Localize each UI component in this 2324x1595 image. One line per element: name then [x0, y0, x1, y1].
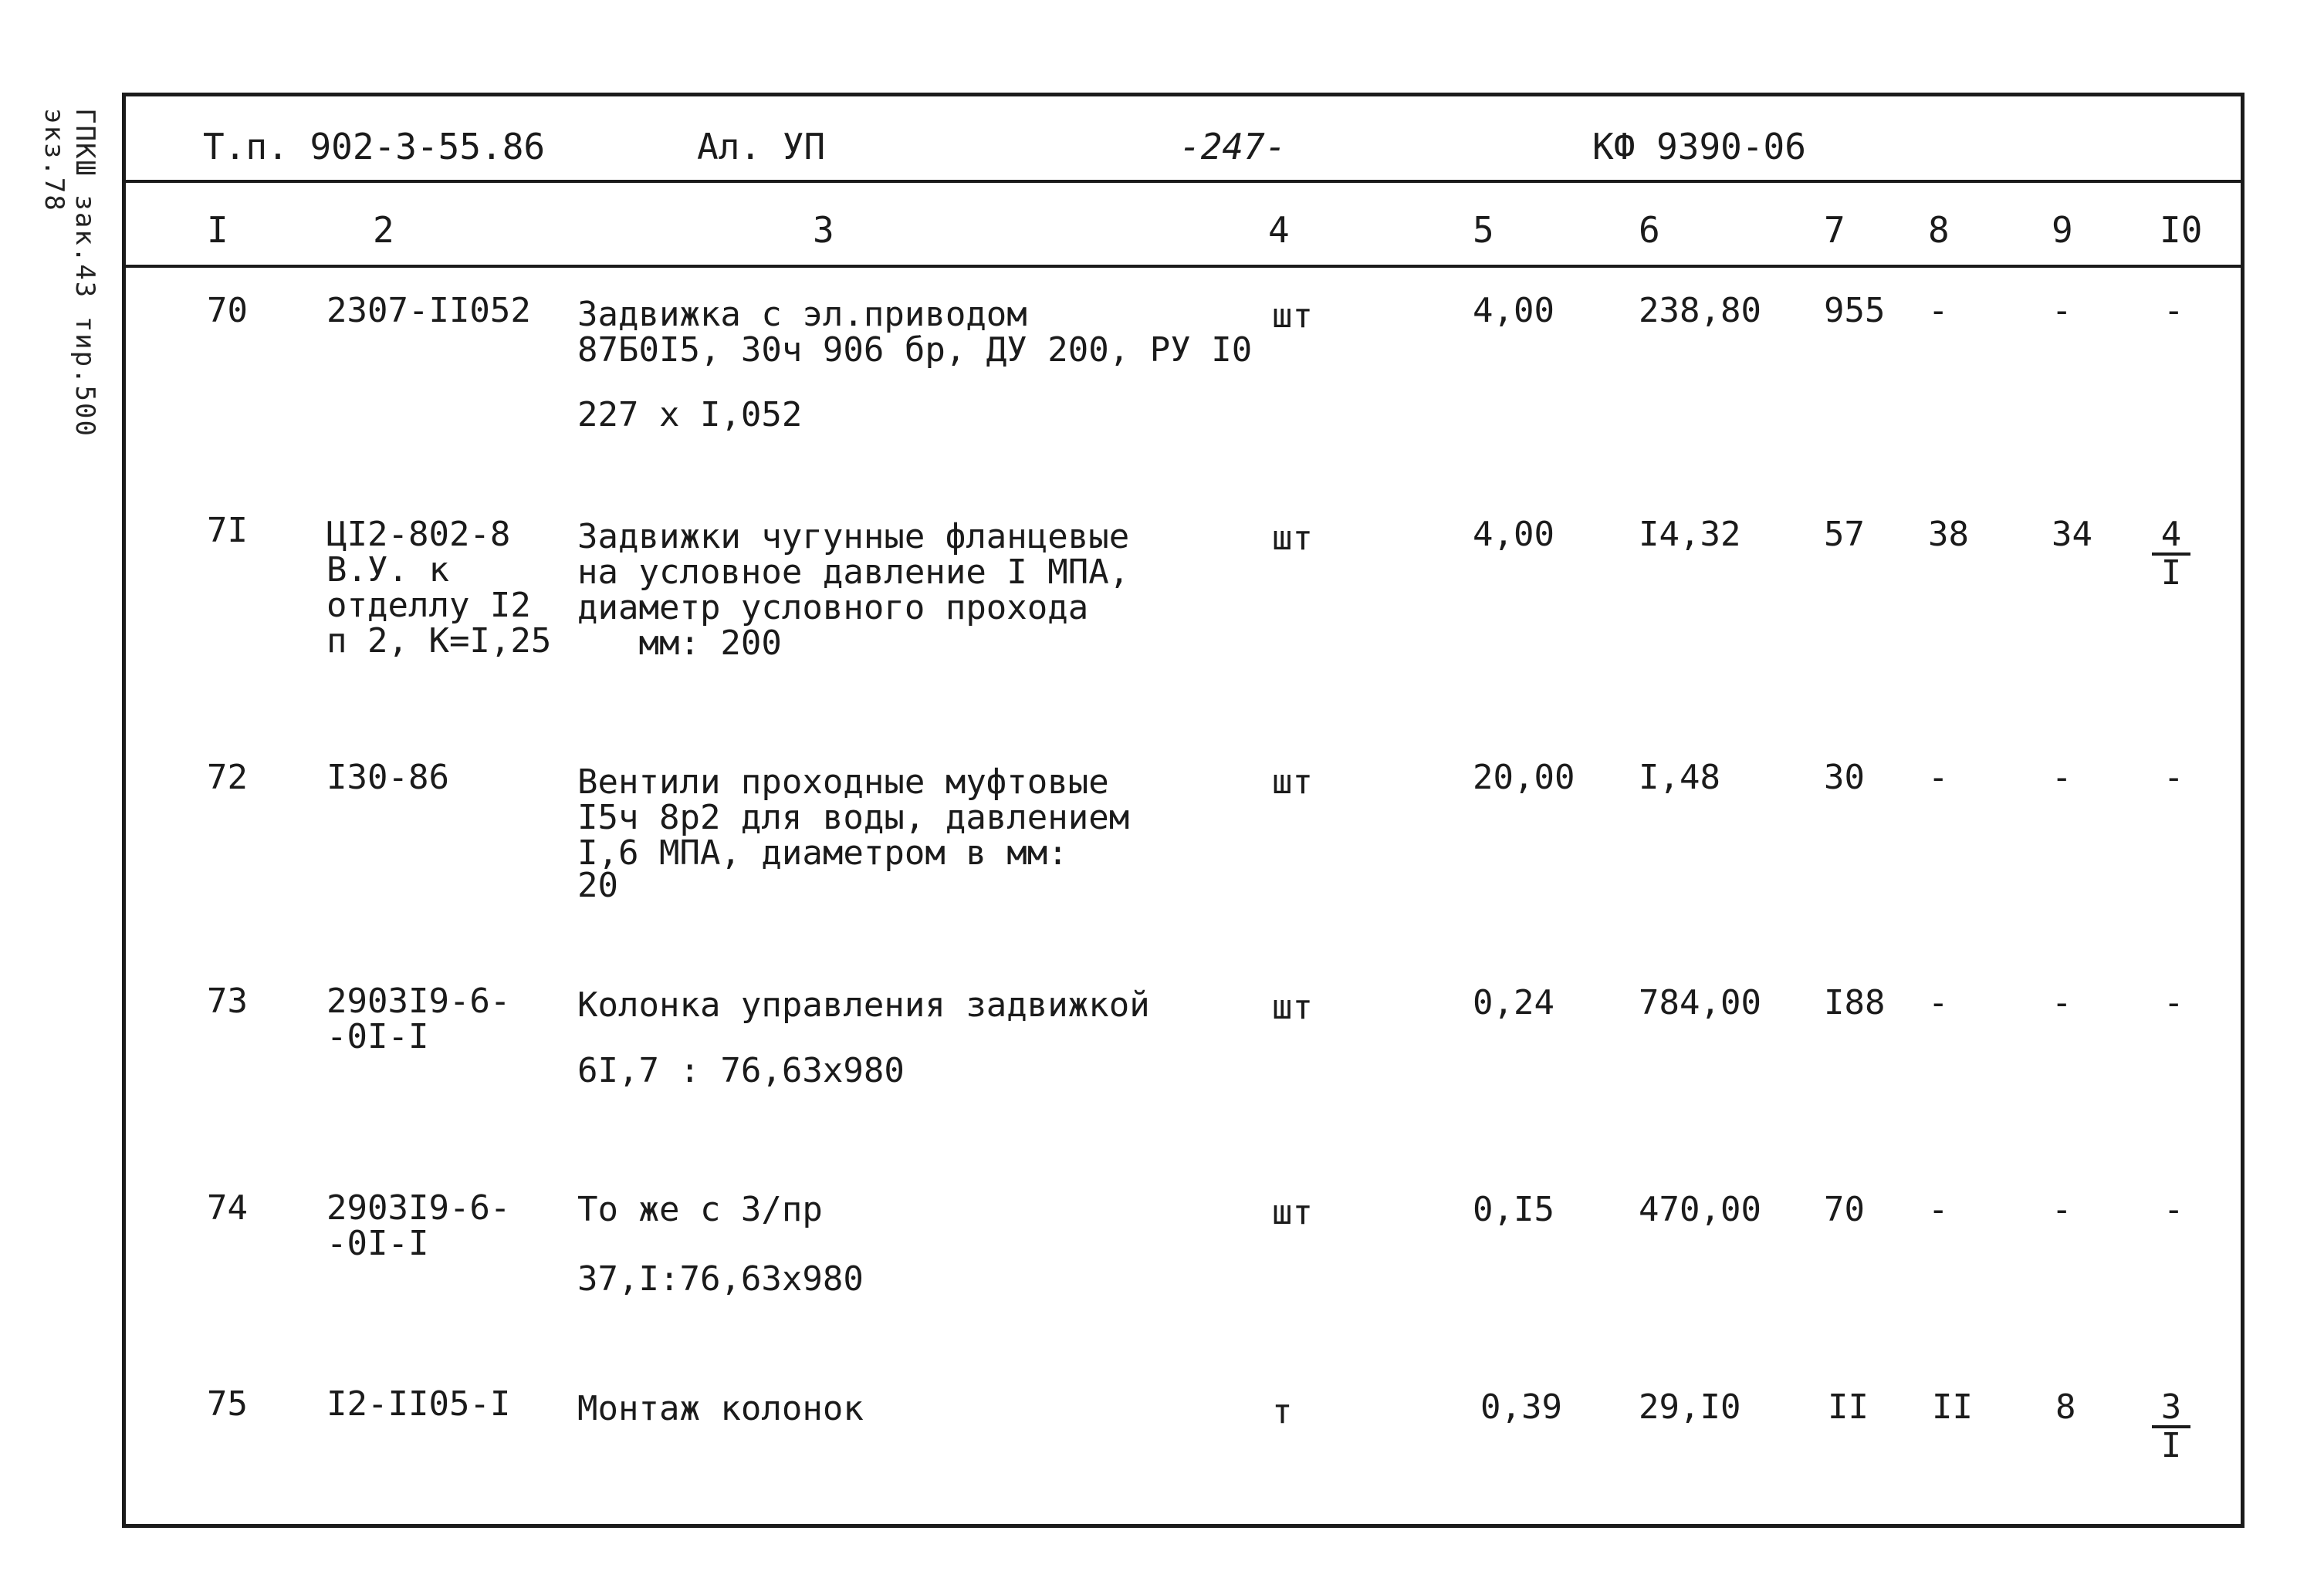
- row-quantity: 4,00: [1473, 515, 1554, 554]
- row-description-line: 87Б0I5, 30ч 906 бр, ДУ 200, РУ I0: [577, 330, 1253, 370]
- row-price: 470,00: [1639, 1190, 1761, 1229]
- row-col9: 34: [2052, 515, 2092, 554]
- row-quantity: 20,00: [1473, 758, 1575, 797]
- header-divider: [126, 180, 2241, 183]
- fraction-denominator: I: [2160, 553, 2182, 593]
- row-price: I4,32: [1639, 515, 1741, 554]
- row-description-extra: 6I,7 : 76,63х980: [577, 1051, 905, 1090]
- row-unit: т: [1272, 1392, 1293, 1431]
- row-col9: -: [2052, 291, 2072, 330]
- row-code: 2307-II052: [326, 291, 531, 330]
- row-code-line: ЦI2-802-8: [326, 515, 511, 554]
- row-description-line: мм: 200: [577, 623, 782, 663]
- col-header-2: 2: [373, 209, 394, 251]
- document-code: КФ 9390-06: [1592, 126, 1806, 167]
- row-col7: II: [1828, 1387, 1869, 1427]
- row-col8: II: [1932, 1387, 1973, 1427]
- row-quantity: 4,00: [1473, 291, 1554, 330]
- row-unit: шт: [1272, 1193, 1313, 1232]
- row-col9: 8: [2055, 1387, 2076, 1427]
- row-col7: 955: [1824, 291, 1886, 330]
- col-header-8: 8: [1928, 209, 1950, 251]
- row-description-line: на условное давление I МПА,: [577, 553, 1130, 592]
- col-header-3: 3: [813, 209, 834, 251]
- row-code-line: 2903I9-6-: [326, 982, 511, 1021]
- row-col7: I88: [1824, 983, 1886, 1022]
- project-code: Т.п. 902-3-55.86: [203, 126, 546, 167]
- row-col10-fraction: [2152, 517, 2190, 591]
- row-unit: шт: [1272, 296, 1313, 336]
- row-col7: 57: [1824, 515, 1865, 554]
- fraction-numerator: 4: [2152, 517, 2190, 556]
- row-col8: 38: [1928, 515, 1969, 554]
- col-header-1: I: [207, 209, 228, 251]
- row-quantity: 0,24: [1473, 983, 1554, 1022]
- row-description-line: То же с З/пр: [577, 1190, 823, 1229]
- row-quantity: 0,I5: [1473, 1190, 1554, 1229]
- row-number: 7I: [207, 511, 248, 550]
- row-number: 70: [207, 291, 248, 330]
- row-code: I2-II05-I: [326, 1384, 511, 1424]
- print-stamp: ГПКШ зак.43 тир.500 экз.78: [39, 108, 100, 438]
- row-unit: шт: [1272, 762, 1313, 802]
- row-price: 29,I0: [1639, 1387, 1741, 1427]
- col-header-4: 4: [1268, 209, 1290, 251]
- row-code-line: 2903I9-6-: [326, 1188, 511, 1228]
- row-description-line: Вентили проходные муфтовые: [577, 762, 1109, 802]
- row-col10: -: [2163, 291, 2184, 330]
- row-col10: -: [2163, 1190, 2184, 1229]
- row-col8: -: [1928, 758, 1949, 797]
- album-number: Ал. УП: [697, 126, 826, 167]
- row-code-line: п 2, К=I,25: [326, 621, 552, 661]
- row-col7: 30: [1824, 758, 1865, 797]
- row-description-line: Задвижка с эл.приводом: [577, 295, 1027, 334]
- col-header-6: 6: [1639, 209, 1660, 251]
- row-code-line: -0I-I: [326, 1017, 429, 1056]
- row-price: 238,80: [1639, 291, 1761, 330]
- row-description-extra: 227 х I,052: [577, 395, 803, 434]
- row-description-extra: 37,I:76,63х980: [577, 1259, 864, 1299]
- row-col10: -: [2163, 983, 2184, 1022]
- row-description-line: Колонка управления задвижкой: [577, 985, 1150, 1025]
- row-description-line: 20: [577, 866, 618, 905]
- row-price: I,48: [1639, 758, 1720, 797]
- row-price: 784,00: [1639, 983, 1761, 1022]
- row-description-line: I5ч 8р2 для воды, давлением: [577, 798, 1130, 837]
- row-number: 75: [207, 1384, 248, 1424]
- col-header-5: 5: [1473, 209, 1494, 251]
- row-col9: -: [2052, 983, 2072, 1022]
- row-number: 72: [207, 758, 248, 797]
- fraction-denominator: I: [2160, 1426, 2182, 1465]
- column-header-divider: [126, 265, 2241, 268]
- row-number: 74: [207, 1188, 248, 1228]
- row-description-line: диаметр условного прохода: [577, 588, 1089, 627]
- row-description-line: Задвижки чугунные фланцевые: [577, 517, 1130, 556]
- row-col8: -: [1928, 1190, 1949, 1229]
- row-col8: -: [1928, 983, 1949, 1022]
- row-description-line: Монтаж колонок: [577, 1389, 864, 1428]
- row-number: 73: [207, 982, 248, 1021]
- row-code-line: В.У. к: [326, 550, 449, 590]
- row-code-line: -0I-I: [326, 1224, 429, 1263]
- col-header-9: 9: [2052, 209, 2073, 251]
- row-unit: шт: [1272, 519, 1313, 558]
- fraction-numerator: 3: [2152, 1390, 2190, 1428]
- col-header-7: 7: [1824, 209, 1845, 251]
- col-header-10: I0: [2160, 209, 2203, 251]
- row-col10-fraction: [2152, 1387, 2190, 1465]
- row-code: I30-86: [326, 758, 449, 797]
- page-number: -247-: [1179, 126, 1287, 167]
- row-code-line: отделлу I2: [326, 586, 531, 625]
- row-col9: -: [2052, 1190, 2072, 1229]
- row-col10: -: [2163, 758, 2184, 797]
- table-frame: [122, 93, 2245, 1528]
- row-unit: шт: [1272, 988, 1313, 1027]
- row-description-line: I,6 МПА, диаметром в мм:: [577, 833, 1068, 873]
- row-col7: 70: [1824, 1190, 1865, 1229]
- row-col8: -: [1928, 291, 1949, 330]
- row-col9: -: [2052, 758, 2072, 797]
- row-quantity: 0,39: [1480, 1387, 1562, 1427]
